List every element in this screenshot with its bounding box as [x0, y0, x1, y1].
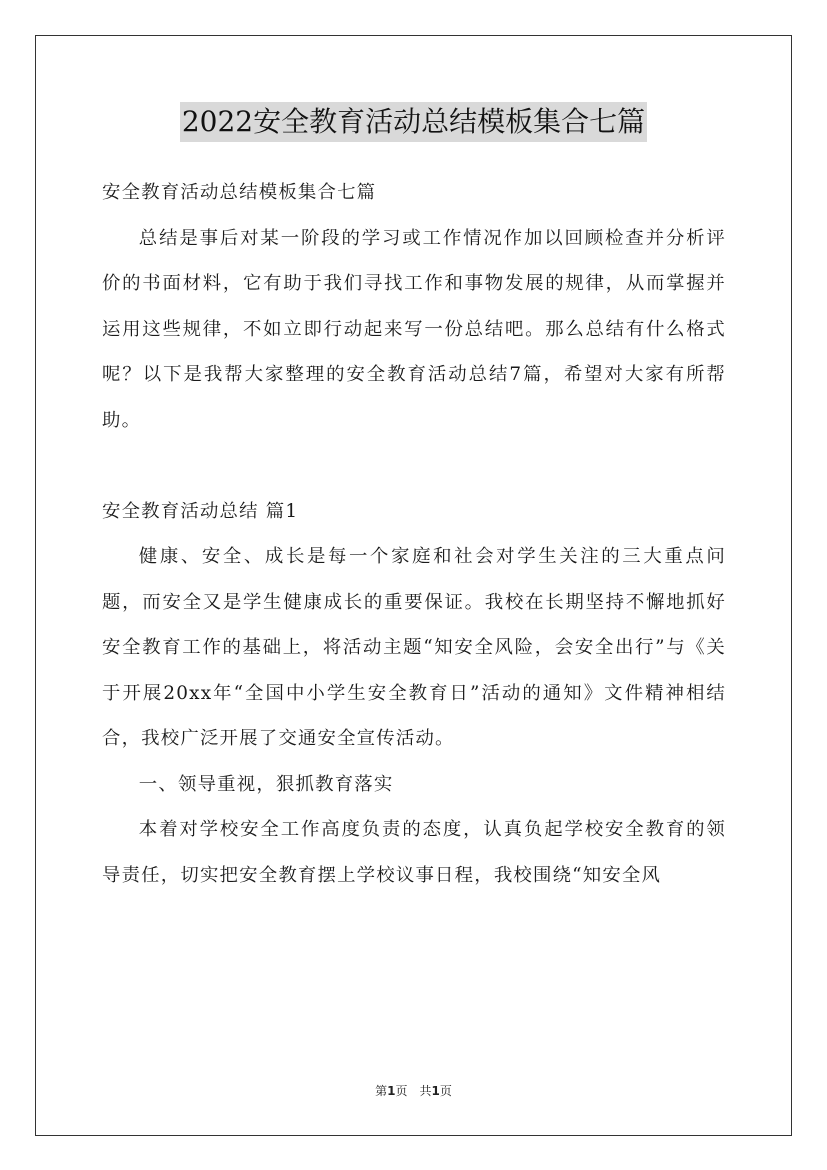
- intro-paragraph: 总结是事后对某一阶段的学习或工作情况作加以回顾检查并分析评价的书面材料，它有助于我们寻找工作和事物发展的规律，从而掌握并运用这些规律，不如立即行动起来写一份总结吧。那么总结有什么格式呢？以下是我帮大家整理的安全教育活动总结7篇，希望对大家有所帮助。: [102, 227, 726, 431]
- section-paragraph-2: 本着对学校安全工作高度负责的态度，认真负起学校安全教育的领导责任，切实把安全教育摆上学校议事日程，我校围绕“知安全风: [102, 819, 726, 886]
- title-wrap: [0, 102, 827, 142]
- document-body: [102, 170, 726, 898]
- document-title: 2022安全教育活动总结模板集合七篇: [180, 102, 647, 142]
- section-heading: 安全教育活动总结 篇1: [102, 500, 299, 522]
- footer-page-current: 1: [387, 1084, 396, 1098]
- footer-suffix: 页: [439, 1084, 452, 1098]
- subheading: 一、领导重视，狠抓教育落实: [138, 773, 394, 795]
- document-subtitle: 安全教育活动总结模板集合七篇: [102, 182, 377, 203]
- footer-mid: 页 共: [395, 1084, 432, 1098]
- footer-prefix: 第: [375, 1084, 388, 1098]
- section-paragraph: 健康、安全、成长是每一个家庭和社会对学生关注的三大重点问题，而安全又是学生健康成长的重要保证。我校在长期坚持不懈地抓好安全教育工作的基础上，将活动主题“知安全风险，会安全出行”与《关于开展20xx年“全国中小学生安全教育日”活动的通知》文件精神相结合，我校广泛开展了交通安全宣传活动。: [102, 546, 726, 749]
- page-footer: [0, 1082, 827, 1099]
- spacer: [102, 443, 726, 489]
- footer-page-total: 1: [431, 1084, 440, 1098]
